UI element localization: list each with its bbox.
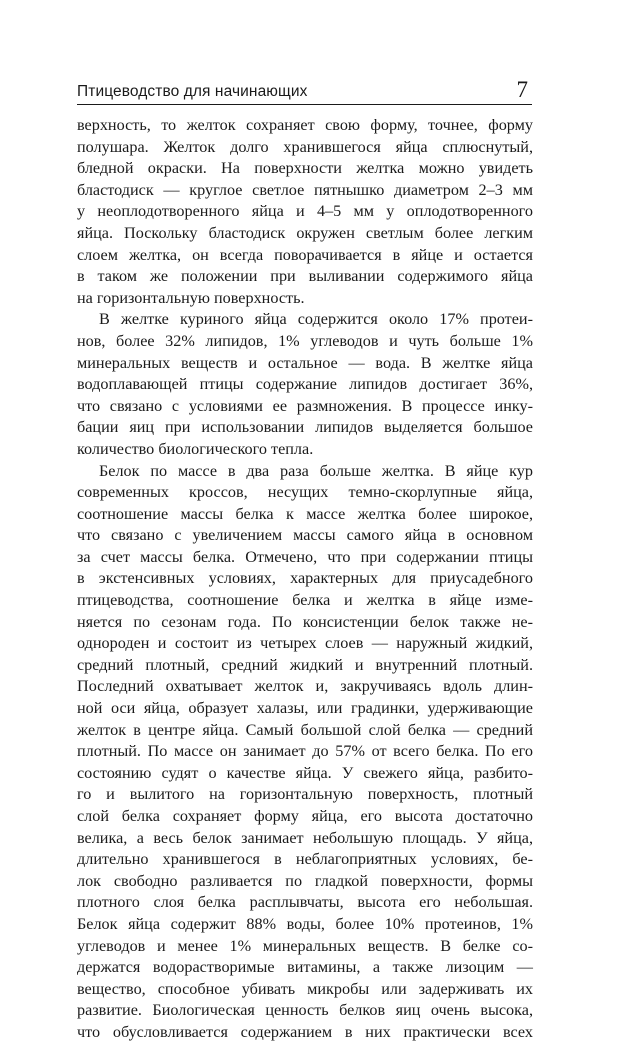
text-line: лок свободно разливается по гладкой поверхности, формы <box>77 871 533 890</box>
page-body <box>77 115 533 1044</box>
text-line: углеводов и менее 1% минеральных веществ. В белке со- <box>77 936 533 955</box>
text-line: яйца. Поскольку бластодиск окружен светлым более легким <box>77 223 533 242</box>
text-line: ной оси яйца, образует халазы, или градинки, удерживающие <box>77 699 533 718</box>
text-line: состоянию судят о качестве яйца. У свежего яйца, разбито- <box>77 763 533 782</box>
text-line: длительно хранившегося в неблагоприятных условиях, бе- <box>77 850 533 869</box>
text-line: плотного слоя белка расплывчаты, высота его небольшая. <box>77 893 533 912</box>
text-line: верхность, то желток сохраняет свою форму, точнее, форму <box>77 116 533 134</box>
text-line: Белок яйца содержит 88% воды, более 10% протеинов, 1% <box>77 914 533 933</box>
text-line: что связано с условиями ее размножения. В процессе инку- <box>77 396 533 415</box>
text-line: В желтке куриного яйца содержится около 17% протеи- <box>99 310 533 329</box>
book-title: Птицеводство для начинающих <box>77 83 308 100</box>
text-line: птицеводства, соотношение белка и желтка в яйце изме- <box>77 591 533 610</box>
text-line: количество биологического тепла. <box>77 439 314 458</box>
text-line: в таком же положении при выливании содержимого яйца <box>77 267 533 286</box>
text-line: у неоплодотворенного яйца и 4–5 мм у оплодотворенного <box>77 202 533 221</box>
text-line: соотношение массы белка к массе желтка более широкое, <box>77 504 533 523</box>
text-line: водоплавающей птицы содержание липидов достигает 36%, <box>77 375 533 394</box>
text-line: развитие. Биологическая ценность белков яиц очень высока, <box>77 1001 533 1020</box>
text-line: слой белка сохраняет форму яйца, его высота достаточно <box>77 807 533 825</box>
text-line: что связано с увеличением массы самого яйца в основном <box>77 526 533 545</box>
text-line: современных кроссов, несущих темно-скорлупные яйца, <box>77 483 533 502</box>
text-line: на горизонтальную поверхность. <box>77 288 305 307</box>
paragraph-2 <box>77 309 533 460</box>
text-line: за счет массы белка. Отмечено, что при содержании птицы <box>77 547 533 566</box>
text-line: средний плотный, средний жидкий и внутренний плотный. <box>77 655 533 674</box>
page-number: 7 <box>516 77 528 102</box>
text-line: что обусловливается содержанием в них практически всех <box>77 1022 533 1041</box>
text-line: в экстенсивных условиях, характерных для приусадебного <box>77 569 533 588</box>
text-line: го и вылитого на горизонтальную поверхность, плотный <box>77 785 533 804</box>
text-line: нов, более 32% липидов, 1% углеводов и чуть больше 1% <box>77 331 533 350</box>
running-header <box>77 74 532 105</box>
text-line: бледной окраски. На поверхности желтка можно увидеть <box>77 159 533 178</box>
text-line: Белок по массе в два раза больше желтка. В яйце кур <box>99 461 533 480</box>
text-line: велика, а весь белок занимает небольшую площадь. У яйца, <box>77 828 533 847</box>
text-line: плотный. По массе он занимает до 57% от всего белка. По его <box>77 742 533 761</box>
text-line: бации яиц при использовании липидов выделяется большое <box>77 418 533 437</box>
text-line: бластодиск — круглое светлое пятнышко диаметром 2–3 мм <box>77 180 533 199</box>
paragraph-3 <box>77 461 533 1044</box>
paragraph-1 <box>77 115 533 309</box>
text-line: однороден и состоит из четырех слоев — наружный жидкий, <box>77 634 533 653</box>
text-line: няется по сезонам года. По консистенции белок также не- <box>77 612 533 631</box>
text-line: слоем желтка, он всегда поворачивается в яйце и остается <box>77 245 533 264</box>
text-line: вещество, способное убивать микробы или задерживать их <box>77 979 533 998</box>
text-line: минеральных веществ и остальное — вода. В желтке яйца <box>77 353 533 372</box>
text-line: полушара. Желток долго хранившегося яйца сплюснутый, <box>77 137 533 156</box>
text-line: держатся водорастворимые витамины, а также лизоцим — <box>77 958 533 977</box>
text-line: желток в центре яйца. Самый большой слой белка — средний <box>77 720 533 739</box>
text-line: Последний охватывает желток и, закручиваясь вдоль длин- <box>77 677 533 696</box>
